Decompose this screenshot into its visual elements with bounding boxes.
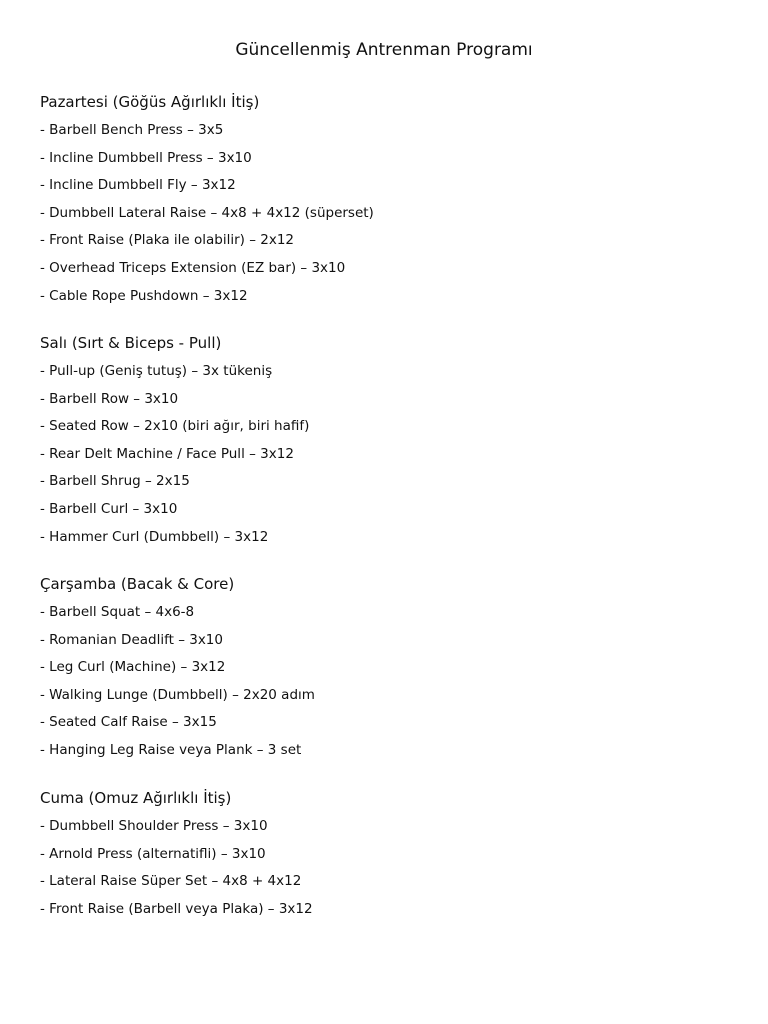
list-item: - Leg Curl (Machine) – 3x12 [40,659,226,676]
list-item: - Barbell Squat – 4x6-8 [40,604,195,620]
list-item: - Barbell Curl – 3x10 [40,500,178,517]
list-item: - Dumbbell Lateral Raise – 4x8 + 4x12 (süperset) [40,204,374,221]
section-heading: Salı (Sırt & Biceps - Pull) [40,334,222,352]
list-item: - Barbell Row – 3x10 [40,390,179,407]
exercise-list [40,603,740,769]
list-item: - Dumbbell Shoulder Press – 3x10 [40,818,268,834]
document-title: Güncellenmiş Antrenman Programı [235,40,533,60]
list-item: - Incline Dumbbell Press – 3x10 [40,149,252,166]
list-item: - Incline Dumbbell Fly – 3x12 [40,177,236,194]
list-item: - Pull-up (Geniş tutuş) – 3x tükeniş [40,363,273,379]
section-heading: Cuma (Omuz Ağırlıklı İtiş) [40,789,232,807]
list-item: - Front Raise (Barbell veya Plaka) – 3x12 [40,900,313,917]
list-item: - Hammer Curl (Dumbbell) – 3x12 [40,528,269,545]
list-item: - Overhead Triceps Extension (EZ bar) – 3x10 [40,259,346,276]
exercise-list [40,121,740,314]
list-item: - Romanian Deadlift – 3x10 [40,631,223,648]
list-item: - Seated Row – 2x10 (biri ağır, biri hafif) [40,418,310,435]
section-friday [40,788,740,927]
list-item: - Lateral Raise Süper Set – 4x8 + 4x12 [40,873,302,890]
list-item: - Seated Calf Raise – 3x15 [40,714,217,731]
section-tuesday [40,333,740,555]
section-wednesday [40,574,740,769]
list-item: - Barbell Bench Press – 3x5 [40,122,224,138]
list-item: - Hanging Leg Raise veya Plank – 3 set [40,741,302,758]
list-item: - Rear Delt Machine / Face Pull – 3x12 [40,445,294,462]
list-item: - Walking Lunge (Dumbbell) – 2x20 adım [40,686,315,703]
list-item: - Cable Rope Pushdown – 3x12 [40,287,248,304]
exercise-list [40,817,740,927]
list-item: - Front Raise (Plaka ile olabilir) – 2x12 [40,232,295,249]
section-heading: Çarşamba (Bacak & Core) [40,575,235,593]
list-item: - Barbell Shrug – 2x15 [40,473,190,490]
exercise-list [40,362,740,555]
section-monday [40,92,740,314]
list-item: - Arnold Press (alternatifli) – 3x10 [40,845,266,862]
section-heading: Pazartesi (Göğüs Ağırlıklı İtiş) [40,93,260,111]
